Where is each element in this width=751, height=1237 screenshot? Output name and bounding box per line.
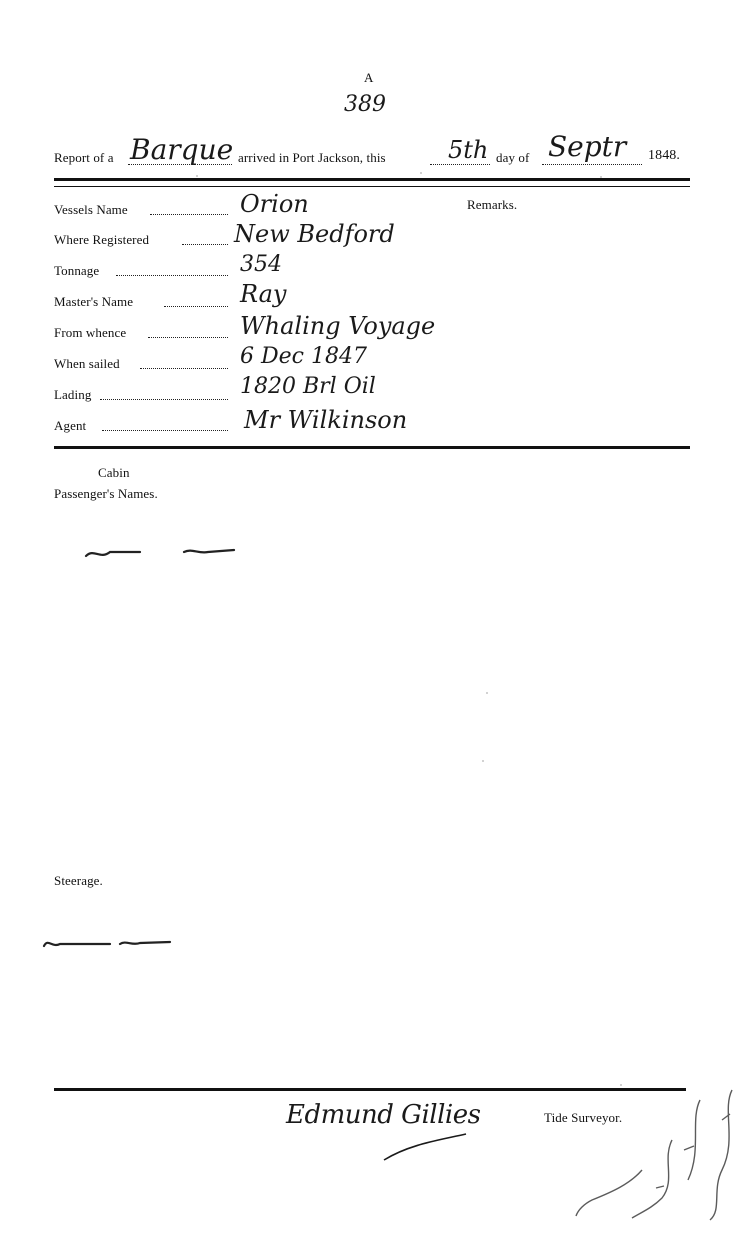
field-dots: [140, 368, 228, 369]
day-of-text: day of: [496, 150, 530, 165]
field-value-agent: Mr Wilkinson: [244, 406, 408, 434]
field-dots: [100, 399, 228, 400]
vessel-type-line: [128, 164, 232, 165]
field-label-from-whence: From whence: [54, 325, 127, 340]
field-value-tonnage: 354: [240, 252, 282, 277]
field-value-where-registered: New Bedford: [234, 220, 395, 248]
vessel-type-value: Barque: [130, 133, 234, 166]
field-value-masters-name: Ray: [240, 280, 287, 308]
cabin-label: Cabin: [98, 465, 130, 480]
cabin-nil-dash: [80, 540, 250, 566]
month-line: [542, 164, 642, 165]
surveyor-signature: Edmund Gillies: [286, 1100, 481, 1130]
report-prefix: Report of a: [54, 150, 114, 165]
field-label-agent: Agent: [54, 418, 87, 433]
top-rule: [54, 178, 690, 181]
scan-speckle: [420, 172, 422, 174]
day-line: [430, 164, 490, 165]
month-value: Septr: [548, 130, 627, 163]
margin-scribble: [572, 1080, 747, 1225]
signature-flourish: [370, 1130, 480, 1166]
top-rule-thin: [54, 186, 690, 187]
field-label-masters-name: Master's Name: [54, 294, 134, 309]
field-value-lading: 1820 Brl Oil: [240, 374, 376, 399]
scan-speckle: [482, 760, 484, 762]
field-dots: [116, 275, 228, 276]
scan-speckle: [486, 692, 488, 694]
field-value-when-sailed: 6 Dec 1847: [240, 344, 367, 369]
field-label-where-registered: Where Registered: [54, 232, 150, 247]
field-dots: [164, 306, 228, 307]
field-dots: [150, 214, 228, 215]
field-label-vessels-name: Vessels Name: [54, 202, 128, 217]
steerage-nil-dash: [40, 932, 210, 956]
field-label-when-sailed: When sailed: [54, 356, 120, 371]
report-mid-text: arrived in Port Jackson, this: [238, 150, 386, 165]
form-letter: A: [364, 70, 374, 85]
field-dots: [182, 244, 228, 245]
field-dots: [148, 337, 228, 338]
tide-surveyor-label: Tide Surveyor.: [544, 1110, 623, 1125]
steerage-label: Steerage.: [54, 873, 103, 888]
passengers-names-label: Passenger's Names.: [54, 486, 158, 501]
middle-rule: [54, 446, 690, 449]
scan-speckle: [620, 1084, 622, 1086]
field-value-from-whence: Whaling Voyage: [240, 312, 436, 340]
scan-speckle: [600, 176, 602, 178]
year-value: 1848.: [648, 148, 680, 163]
remarks-label: Remarks.: [467, 197, 518, 212]
field-value-vessels-name: Orion: [240, 190, 309, 218]
form-number: 389: [344, 92, 386, 117]
day-value: 5th: [448, 136, 489, 164]
scan-speckle: [196, 175, 198, 177]
field-dots: [102, 430, 228, 431]
field-label-lading: Lading: [54, 387, 92, 402]
field-label-tonnage: Tonnage: [54, 263, 100, 278]
